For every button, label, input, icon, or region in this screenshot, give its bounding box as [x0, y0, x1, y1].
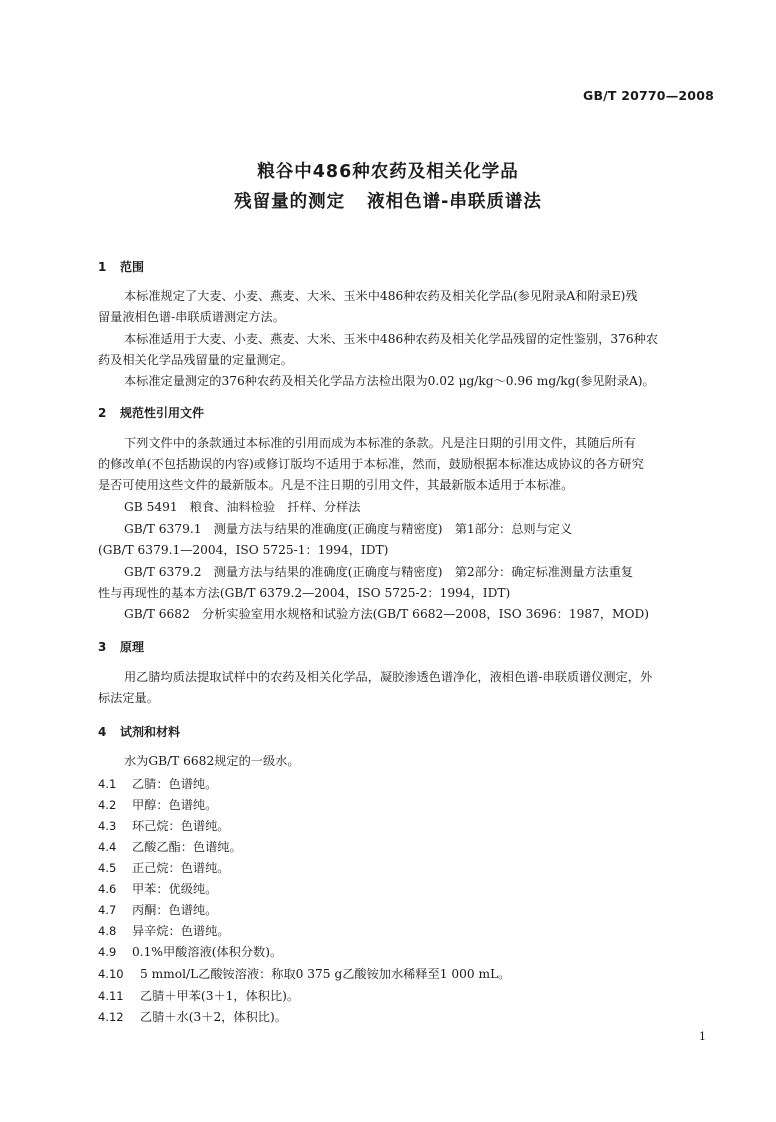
section-4-heading: [98, 723, 180, 740]
item-number: 4.4: [98, 840, 117, 854]
item-number: 4.11: [98, 989, 124, 1003]
item-text: 乙腈：色谱纯。: [132, 777, 218, 791]
section-1-heading: [98, 258, 144, 275]
section-title: 范围: [120, 260, 145, 274]
standard-code: GB/T 20770—2008: [582, 88, 714, 103]
s2-paragraph-1-line-1: 下列文件中的条款通过本标准的引用而成为本标准的条款。凡是注日期的引用文件，其随后所有: [124, 436, 636, 450]
item-text: 乙腈＋水(3＋2，体积比)。: [140, 1010, 287, 1024]
section-number: 1: [98, 260, 107, 274]
item-text: 甲醇：色谱纯。: [132, 798, 218, 812]
list-item: [98, 795, 718, 815]
list-item: [98, 986, 718, 1006]
section-title: 试剂和材料: [120, 725, 181, 739]
title-part-a: 残留量的测定: [234, 192, 346, 212]
item-number: 4.1: [98, 777, 117, 791]
item-number: 4.2: [98, 798, 117, 812]
list-item: [98, 858, 718, 878]
section-3-heading: [98, 638, 144, 655]
list-item: [98, 964, 718, 984]
item-number: 4.3: [98, 819, 117, 833]
reference-gbt6379-1-line-1: GB/T 6379.1 测量方法与结果的准确度(正确度与精密度) 第1部分：总则与定义: [124, 522, 573, 536]
item-number: 4.6: [98, 882, 117, 896]
item-text: 乙酸乙酯：色谱纯。: [132, 840, 242, 854]
section-2-heading: [98, 404, 204, 421]
s1-paragraph-1-line-2: 留量液相色谱-串联质谱测定方法。: [98, 310, 285, 324]
s3-paragraph-line-2: 标法定量。: [98, 691, 159, 705]
section-title: 原理: [120, 640, 145, 654]
s4-intro: 水为GB/T 6682规定的一级水。: [124, 754, 300, 768]
s1-paragraph-1-line-1: 本标准规定了大麦、小麦、燕麦、大米、玉米中486种农药及相关化学品(参见附录A和附录E)残: [124, 289, 638, 303]
item-number: 4.10: [98, 967, 124, 981]
list-item: [98, 942, 718, 962]
list-item: [98, 921, 718, 941]
s2-paragraph-1-line-2: 的修改单(不包括勘误的内容)或修订版均不适用于本标准，然而，鼓励根据本标准达成协议的各方研究: [98, 457, 644, 471]
section-number: 2: [98, 406, 107, 420]
section-number: 3: [98, 640, 107, 654]
item-text: 环己烷：色谱纯。: [132, 819, 230, 833]
list-item: [98, 1007, 718, 1027]
section-title: 规范性引用文件: [120, 406, 205, 420]
list-item: [98, 837, 718, 857]
reference-gb5491: GB 5491 粮食、油料检验 扦样、分样法: [124, 500, 361, 514]
document-title-line-2: [0, 188, 776, 213]
reference-gbt6379-1-line-2: (GB/T 6379.1—2004，ISO 5725-1：1994，IDT): [98, 543, 389, 557]
document-title-line-1: 粮谷中486种农药及相关化学品: [257, 162, 519, 182]
s1-paragraph-3: 本标准定量测定的376种农药及相关化学品方法检出限为0.02 μg/kg～0.96 mg/kg(参见附录A)。: [124, 374, 655, 388]
item-number: 4.5: [98, 861, 117, 875]
list-item: [98, 879, 718, 899]
item-text: 5 mmol/L乙酸铵溶液：称取0 375 g乙酸铵加水稀释至1 000 mL。: [140, 967, 511, 981]
list-item: [98, 900, 718, 920]
list-item: [98, 816, 718, 836]
s2-paragraph-1-line-3: 是否可使用这些文件的最新版本。凡是不注日期的引用文件，其最新版本适用于本标准。: [98, 478, 574, 492]
item-number: 4.8: [98, 924, 117, 938]
item-text: 异辛烷：色谱纯。: [132, 924, 230, 938]
list-item: [98, 774, 718, 794]
item-text: 丙酮：色谱纯。: [132, 903, 218, 917]
s1-paragraph-2-line-2: 药及相关化学品残留量的定量测定。: [98, 353, 293, 367]
item-text: 0.1%甲酸溶液(体积分数)。: [132, 945, 283, 959]
s3-paragraph-line-1: 用乙腈均质法提取试样中的农药及相关化学品，凝胶渗透色谱净化，液相色谱-串联质谱仪测定，外: [124, 670, 653, 684]
reference-gbt6379-2-line-1: GB/T 6379.2 测量方法与结果的准确度(正确度与精密度) 第2部分：确定标准测量方法重复: [124, 565, 634, 579]
reference-gbt6682: GB/T 6682 分析实验室用水规格和试验方法(GB/T 6682—2008，ISO 3696：1987，MOD): [124, 607, 650, 621]
item-number: 4.7: [98, 903, 117, 917]
item-number: 4.12: [98, 1010, 124, 1024]
section-number: 4: [98, 725, 107, 739]
item-number: 4.9: [98, 945, 117, 959]
item-text: 甲苯：优级纯。: [132, 882, 218, 896]
page-number: 1: [699, 1030, 706, 1043]
reference-gbt6379-2-line-2: 性与再现性的基本方法(GB/T 6379.2—2004，ISO 5725-2：1994，IDT): [98, 586, 511, 600]
item-text: 正己烷：色谱纯。: [132, 861, 230, 875]
s1-paragraph-2-line-1: 本标准适用于大麦、小麦、燕麦、大米、玉米中486种农药及相关化学品残留的定性鉴别，376种农: [124, 332, 659, 346]
title-part-b: 液相色谱-串联质谱法: [367, 192, 542, 212]
item-text: 乙腈＋甲苯(3＋1，体积比)。: [140, 989, 300, 1003]
